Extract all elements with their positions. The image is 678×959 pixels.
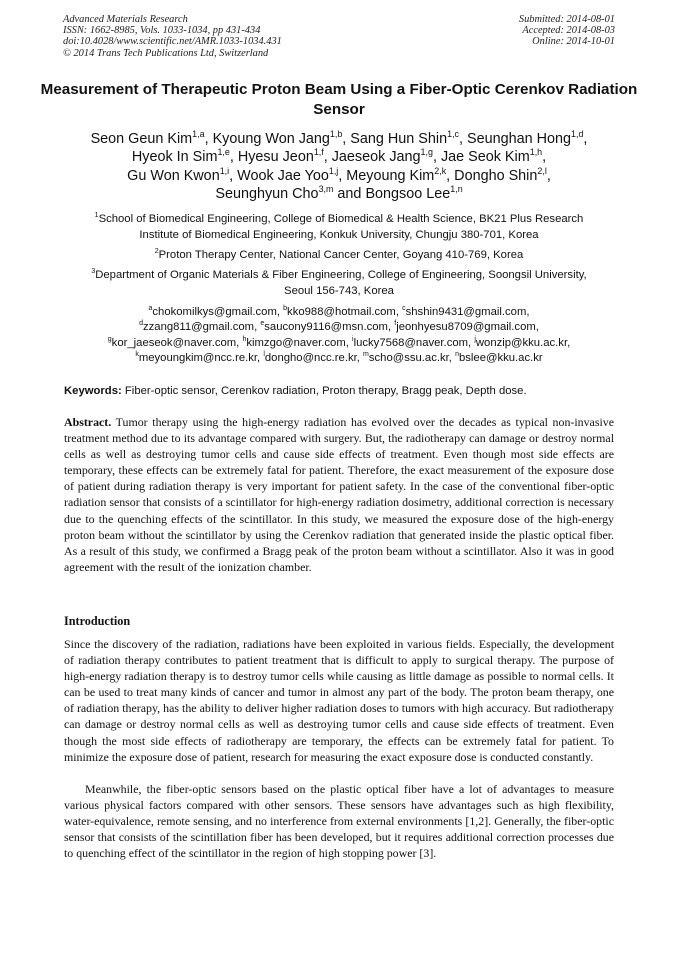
author: Meyoung Kim$^{2,k}$, [346, 165, 455, 184]
email: $^m$scho@ssu.ac.kr, [363, 351, 456, 364]
abstract-label: Abstract. [64, 415, 112, 429]
email: $^h$kimzgo@naver.com, [242, 335, 353, 349]
author: Dongho Shin$^{2,l}$, [454, 165, 551, 184]
copyright-line: © 2014 Trans Tech Publications Ltd, Switzerland [63, 47, 269, 59]
abstract [64, 414, 614, 575]
email: $^g$kor_jaeseok@naver.com, [107, 335, 243, 349]
journal-name: Advanced Materials Research [63, 14, 188, 25]
email: $^f$jeonhyesu8709@gmail.com, [394, 320, 539, 334]
author-list [40, 130, 638, 203]
author: Sang Hun Shin$^{1,c}$, [350, 129, 467, 147]
intro-paragraph-2: Meanwhile, the fiber-optic sensors based on the plastic optical fiber have a lot of advantages to measure various physical factors compared with other sensors. These sensors have advantages such as high flexibility, water-equivalence, remote sensing, and no interference from external environments [1,2]. Generally, the fiber-optic sensor that consists of the scintillation fiber has been developed, but it requires additional correction processes due to quenching effect of the scintillator in the region of high stopping power [3]. [64, 782, 614, 861]
email: $^n$bslee@kku.ac.kr [455, 351, 543, 364]
author: Seunghan Hong$^{1,d}$, [467, 129, 588, 147]
paper-title: Measurement of Therapeutic Proton Beam Using a Fiber-Optic Cerenkov Radiation Sensor [40, 81, 638, 118]
affiliation-1: $^1$School of Biomedical Engineering, College of Biomedical & Health Science, BK21 Plus Research Institute of Biomedical Engineering, Konkuk University, Chungju 380-701, Korea [94, 212, 584, 241]
intro-paragraph-1: Since the discovery of the radiation, radiations have been exploited in various fields. Especially, the development of radiation therapy contributes to patient treatment that is difficult to apply to surgical therapy. The purpose of high-energy radiation therapy is to destroy tumor cells while causing as little damage as possible to normal cells. It can be used to treat many kinds of cancer and tumor in almost any part of the body. The proton beam therapy, one of radiation therapy, has the ability to deliver higher radiation doses to tumors with high accuracy. But radiotherapy can damage or destroy normal cells as well as destroying tumor cells and cause side effects of treatment. Even though the most side effects of radiotherapy are temporary, the effects can be extremely fatal for patient. To minimize the exposure dose of patient, research for measuring the exact exposure dose is conducted constantly. [64, 637, 614, 764]
affiliation-3: $^3$Department of Organic Materials & Fiber Engineering, College of Engineering, Soongsil University, Seoul 156-743, Korea [91, 268, 587, 297]
keywords-text: Fiber-optic sensor, Cerenkov radiation, Proton therapy, Bragg peak, Depth dose. [124, 385, 527, 397]
author: Jaeseok Jang$^{1,g}$, [331, 147, 441, 166]
keywords [64, 384, 616, 399]
submitted-date: Submitted: 2014-08-01 [518, 14, 615, 25]
doi-line: doi:10.4028/www.scientific.net/AMR.1033-1034.431 [63, 36, 282, 48]
author: Gu Won Kwon$^{1,i}$, [127, 165, 238, 184]
journal-info [63, 14, 282, 59]
author: Seunghyun Cho$^{3,m}$ and [215, 184, 366, 202]
author: Jae Seok Kim$^{1,h}$, [440, 147, 547, 166]
keywords-label: Keywords: [64, 385, 122, 397]
email: $^c$shshin9431@gmail.com, [402, 305, 530, 318]
issn-line: ISSN: 1662-8985, Vols. 1033-1034, pp 431-434 [63, 25, 261, 37]
email-list [40, 305, 638, 366]
author: Seon Geun Kim$^{1,a}$, [90, 129, 213, 147]
dates-info [519, 14, 615, 48]
email: $^a$chokomilkys@gmail.com, [148, 305, 284, 318]
author: Bongsoo Lee$^{1,n}$ [365, 184, 463, 202]
online-date: Online: 2014-10-01 [532, 36, 615, 48]
author: Wook Jae Yoo$^{1,j}$, [237, 165, 347, 184]
email: $^b$kko988@hotmail.com, [283, 305, 403, 318]
email: $^l$dongho@ncc.re.kr, [263, 351, 364, 364]
email: $^d$zzang811@gmail.com, [139, 320, 261, 334]
abstract-text: Tumor therapy using the high-energy radiation has evolved over the decades as typical non-invasive treatment method due to its advantage compared with surgery. But, the radiotherapy can damage or destroy normal cells as well as destroying tumor cells and cause side effects of treatment. Even though most side effects are temporary, these effects can be extremely fatal for patient. Therefore, the exact measurement of the exposure dose of patient during radiation therapy is very important for patient safety. In the case of the conventional fiber-optic radiation sensor that consists of a scintillator for high-energy radiation dosimetry, additional correction is necessary due to the quenching effects of the scintillator. In this study, we measured the exposure dose of the high-energy proton beam without the scintillator by using the Cerenkov radiation that generated inside the plastic optical fiber. As a result of this study, we confirmed a Bragg peak of the proton beam without a scintillator. Also it was in good agreement with the result of the ionization chamber. [64, 415, 614, 574]
author: Kyoung Won Jang$^{1,b}$, [212, 129, 351, 147]
author: Hyesu Jeon$^{1,f}$, [237, 147, 332, 166]
accepted-date: Accepted: 2014-08-03 [522, 25, 615, 37]
email: $^j$wonzip@kku.ac.kr, [474, 335, 571, 349]
affiliation-2: $^2$Proton Therapy Center, National Cancer Center, Goyang 410-769, Korea [154, 248, 524, 261]
section-heading: Introduction [64, 614, 131, 628]
email: $^i$lucky7568@naver.com, [352, 335, 475, 349]
email: $^e$saucony9116@msn.com, [260, 320, 395, 334]
email: $^k$meyoungkim@ncc.re.kr, [135, 351, 264, 364]
author: Hyeok In Sim$^{1,e}$, [131, 147, 238, 166]
